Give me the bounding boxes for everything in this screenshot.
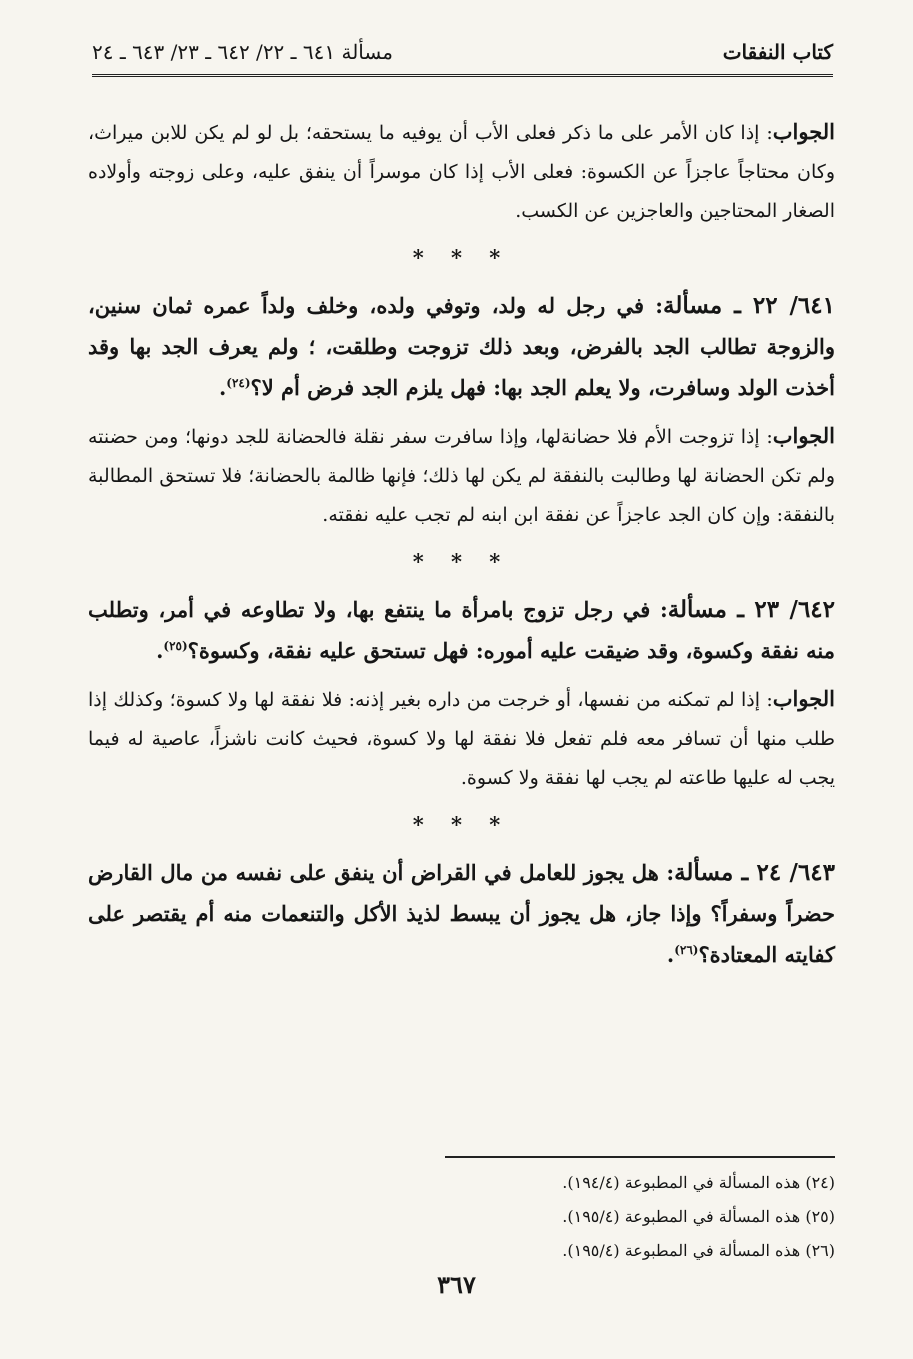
footnote-ref: (٢٦)	[674, 943, 699, 957]
page-body	[88, 112, 835, 975]
answer-text: : إذا كان الأمر على ما ذكر فعلى الأب أن يوفيه ما يستحقه؛ بل لو لم يكن للابن ميراث، وكان محتاجاً عاجزاً عن الكسوة: فعلى الأب إذا كان موسراً أن ينفق عليه، وعلى زوجته وأولاده الصغار المحتاجين والعاجزين عن الكسب.	[88, 122, 835, 222]
question-text: : في رجل تزوج بامرأة ما ينتفع بها، ولا تطاوعه في أمر، وتطلب منه نفقة وكسوة، وقد ضيقت عليه أموره: فهل تستحق عليه نفقة، وكسوة؟	[88, 597, 835, 663]
question-642	[88, 589, 835, 671]
question-end: .	[218, 375, 227, 400]
page-number: ٣٦٧	[437, 1270, 476, 1299]
answer-paragraph	[88, 112, 835, 231]
chapter-title: كتاب النفقات	[722, 40, 833, 64]
footnote-26: (٢٦) هذه المسألة في المطبوعة (١٩٥/٤).	[562, 1241, 835, 1260]
footnote-ref: (٢٤)	[226, 376, 251, 390]
answer-paragraph	[88, 679, 835, 798]
footnote-25: (٢٥) هذه المسألة في المطبوعة (١٩٥/٤).	[562, 1207, 835, 1226]
question-643	[88, 852, 835, 975]
section-separator: * * *	[412, 245, 511, 270]
running-header	[92, 40, 833, 77]
answer-paragraph	[88, 416, 835, 535]
section-separator: * * *	[412, 549, 511, 574]
question-end: .	[156, 638, 164, 663]
section-separator: * * *	[412, 812, 511, 837]
question-text: : في رجل له ولد، وتوفي ولده، وخلف ولداً عمره ثمان سنين، والزوجة تطالب الجد بالفرض، وبعد ذلك تزوجت وطلقت، ؛ ولم يعرف الجد بها وقد أخذت الولد وسافرت، ولا يعلم الجد بها: فهل يلزم الجد فرض أم لا؟	[88, 293, 835, 400]
question-end: .	[666, 942, 675, 967]
footnotes	[445, 1156, 835, 1268]
answer-label: الجواب	[772, 686, 835, 711]
question-number: ٦٤١/ ٢٢ ـ مسألة	[663, 292, 835, 319]
answer-text: : إذا تزوجت الأم فلا حضانةلها، وإذا سافرت سفر نقلة فالحضانة للجد دونها؛ ومن حضنته ولم تكن الحضانة لها وطالبت بالنفقة لم يكن لها ذلك؛ فإنها ظالمة بالحضانة؛ فلا تستحق المطالبة بالنفقة: وإن كان الجد عاجزاً عن نفقة ابن ابنه لم تجب عليه نفقته.	[88, 426, 835, 526]
question-number: ٦٤٢/ ٢٣ ـ مسألة	[667, 596, 835, 623]
answer-label: الجواب	[772, 119, 835, 144]
answer-label: الجواب	[772, 423, 835, 448]
footnote-ref: (٢٥)	[163, 639, 188, 653]
question-text: : هل يجوز للعامل في القراض أن ينفق على نفسه من مال القارض حضراً وسفراً؟ وإذا جاز، هل يجوز أن يبسط لذيذ الأكل والتنعمات منه أم يقتصر على كفايته المعتادة؟	[88, 860, 835, 967]
answer-text: : إذا لم تمكنه من نفسها، أو خرجت من داره بغير إذنه: فلا نفقة لها ولا كسوة؛ وكذلك إذا طلب منها أن تسافر معه فلم تفعل فلا نفقة لها ولا كسوة، فحيث كانت ناشزاً، عاصية له فيما يجب له عليها طاعته لم يجب لها نفقة ولا كسوة.	[88, 689, 835, 789]
question-641	[88, 285, 835, 408]
footnote-24: (٢٤) هذه المسألة في المطبوعة (١٩٤/٤).	[562, 1173, 835, 1192]
question-number: ٦٤٣/ ٢٤ ـ مسألة	[674, 859, 835, 886]
issue-range: مسألة ٦٤١ ـ ٢٢/ ٦٤٢ ـ ٢٣/ ٦٤٣ ـ ٢٤	[92, 40, 393, 64]
